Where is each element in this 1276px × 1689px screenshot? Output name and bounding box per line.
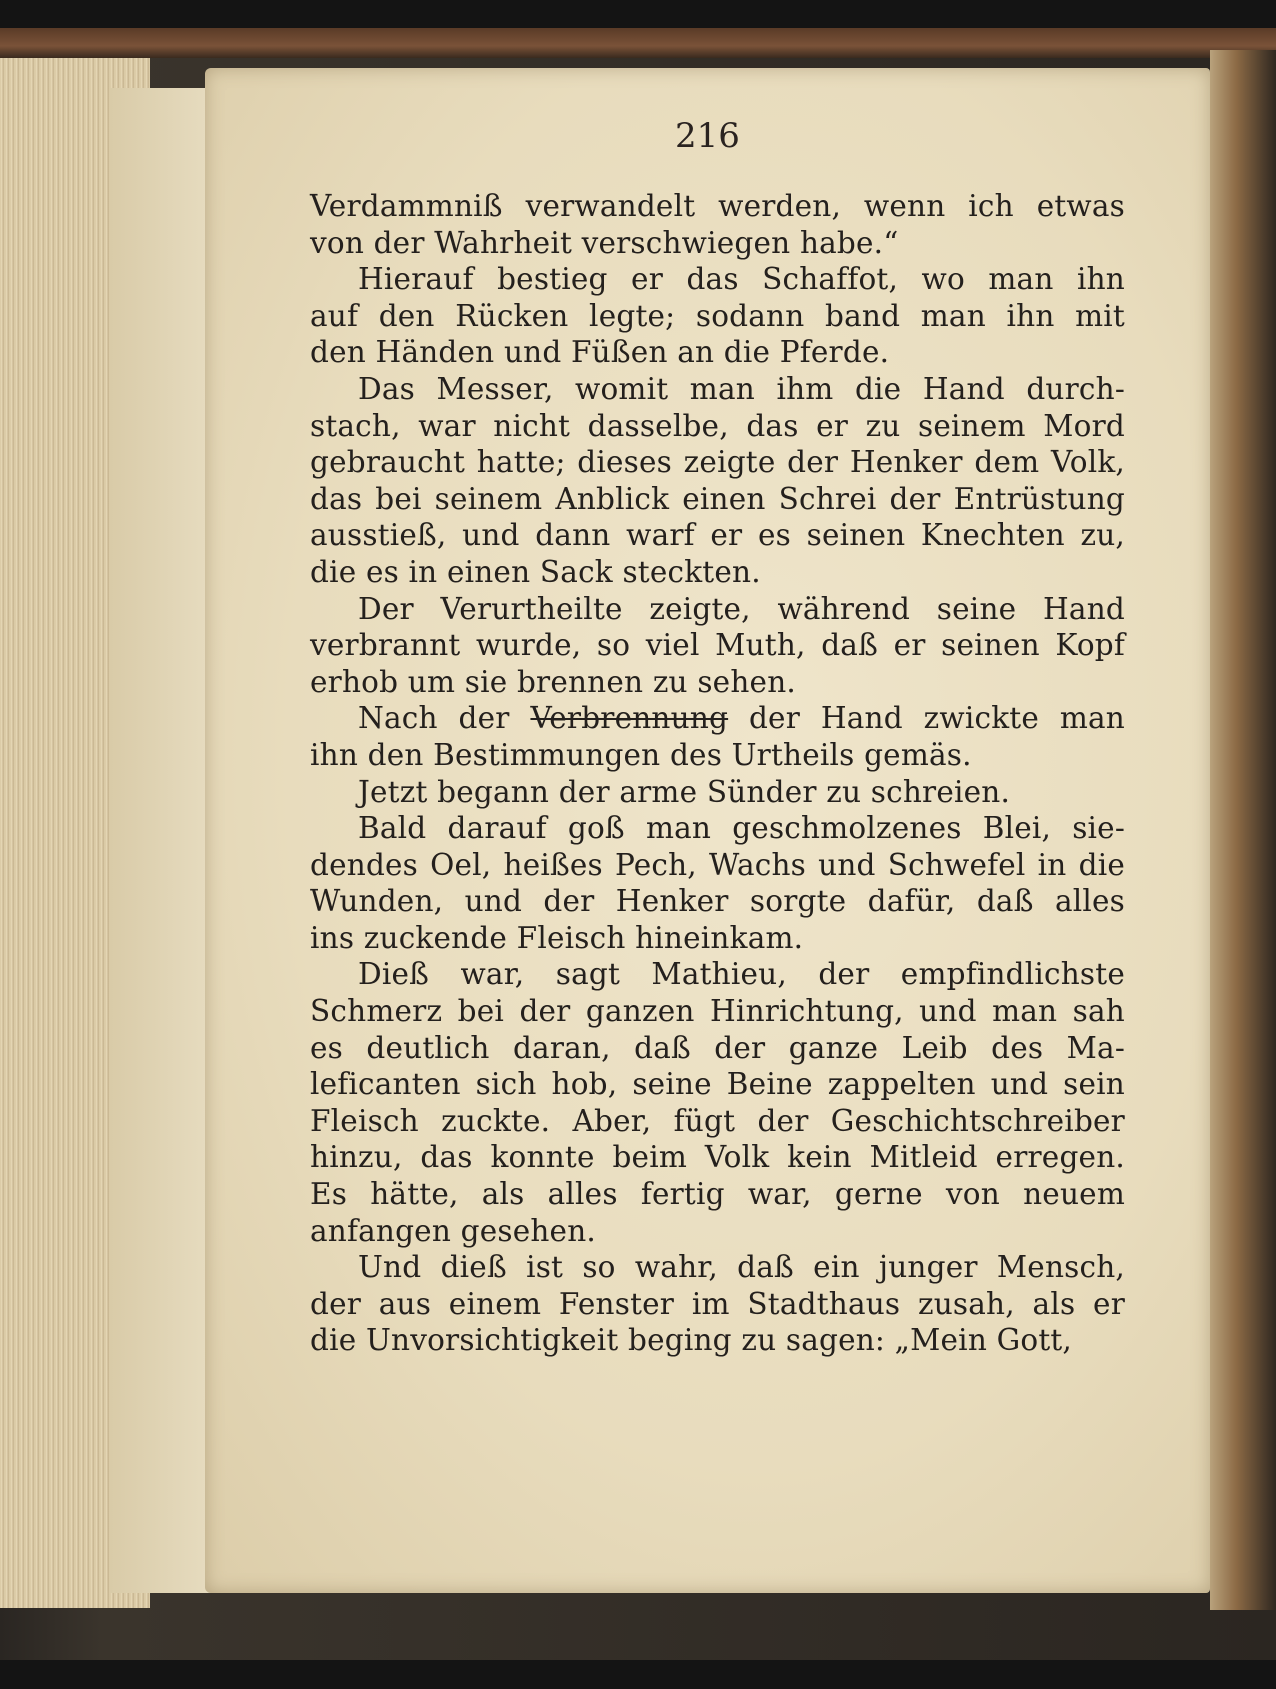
text-line: Dieß war, sagt Mathieu, der empfindlichste [358,957,1125,992]
text-line: verbrannt wurde, so viel Muth, daß er seinen Kopf [310,628,1125,663]
page-text [310,188,1125,1359]
text-line: Bald darauf goß man geschmolzenes Blei, sie- [358,811,1125,846]
text-segment: der Hand zwickte man [728,701,1125,736]
text-line: von der Wahrheit verschwiegen habe.“ [310,225,899,260]
text-line: hinzu, das konnte beim Volk kein Mitleid erregen. [310,1140,1125,1175]
page-number: 216 [675,116,740,156]
text-line: erhob um sie brennen zu sehen. [310,664,796,699]
text-line: auf den Rücken legte; sodann band man ihn mit [310,298,1125,333]
struck-word: Verbrennung [530,701,729,736]
text-line: ausstieß, und dann warf er es seinen Knechten zu, [310,518,1125,553]
text-segment: Nach der [358,701,531,736]
text-line: Verdammniß verwandelt werden, wenn ich etwas [310,189,1125,223]
book-page [205,68,1210,1593]
text-line: Hierauf bestieg er das Schaffot, wo man ihn [358,262,1125,297]
text-line: ins zuckende Fleisch hineinkam. [310,920,804,955]
text-line: es deutlich daran, daß der ganze Leib des Ma- [310,1030,1125,1065]
text-line: Der Verurtheilte zeigte, während seine Hand [358,591,1125,626]
text-line: leficanten sich hob, seine Beine zappelten und sein [310,1067,1125,1102]
right-book-edge [1210,50,1276,1610]
text-line: ihn den Bestimmungen des Urtheils gemäs. [310,737,972,772]
text-line: der aus einem Fenster im Stadthaus zusah, als er [310,1286,1125,1321]
text-line: Schmerz bei der ganzen Hinrichtung, und man sah [310,994,1125,1029]
text-line [310,700,1125,737]
text-line: den Händen und Füßen an die Pferde. [310,335,890,370]
text-line: Und dieß ist so wahr, daß ein junger Mensch, [358,1250,1125,1285]
text-line: die Unvorsichtigkeit beging zu sagen: „Mein Gott, [310,1323,1073,1358]
text-line: Jetzt begann der arme Sünder zu schreien. [358,774,1011,809]
text-line: dendes Oel, heißes Pech, Wachs und Schwefel in die [310,847,1125,882]
text-line: gebraucht hatte; dieses zeigte der Henker dem Volk, [310,445,1125,480]
text-line: Das Messer, womit man ihm die Hand durch- [358,371,1125,406]
book-cover-edge [0,28,1276,58]
text-line: anfangen gesehen. [310,1213,596,1248]
text-line: die es in einen Sack steckten. [310,554,761,589]
text-line: stach, war nicht dasselbe, das er zu seinem Mord [310,408,1125,443]
text-line: das bei seinem Anblick einen Schrei der Entrüstung [310,481,1125,516]
text-line: Es hätte, als alles fertig war, gerne von neuem [310,1177,1125,1212]
text-line: Fleisch zuckte. Aber, fügt der Geschichtschreiber [310,1103,1125,1138]
text-line: Wunden, und der Henker sorgte dafür, daß alles [310,884,1125,919]
